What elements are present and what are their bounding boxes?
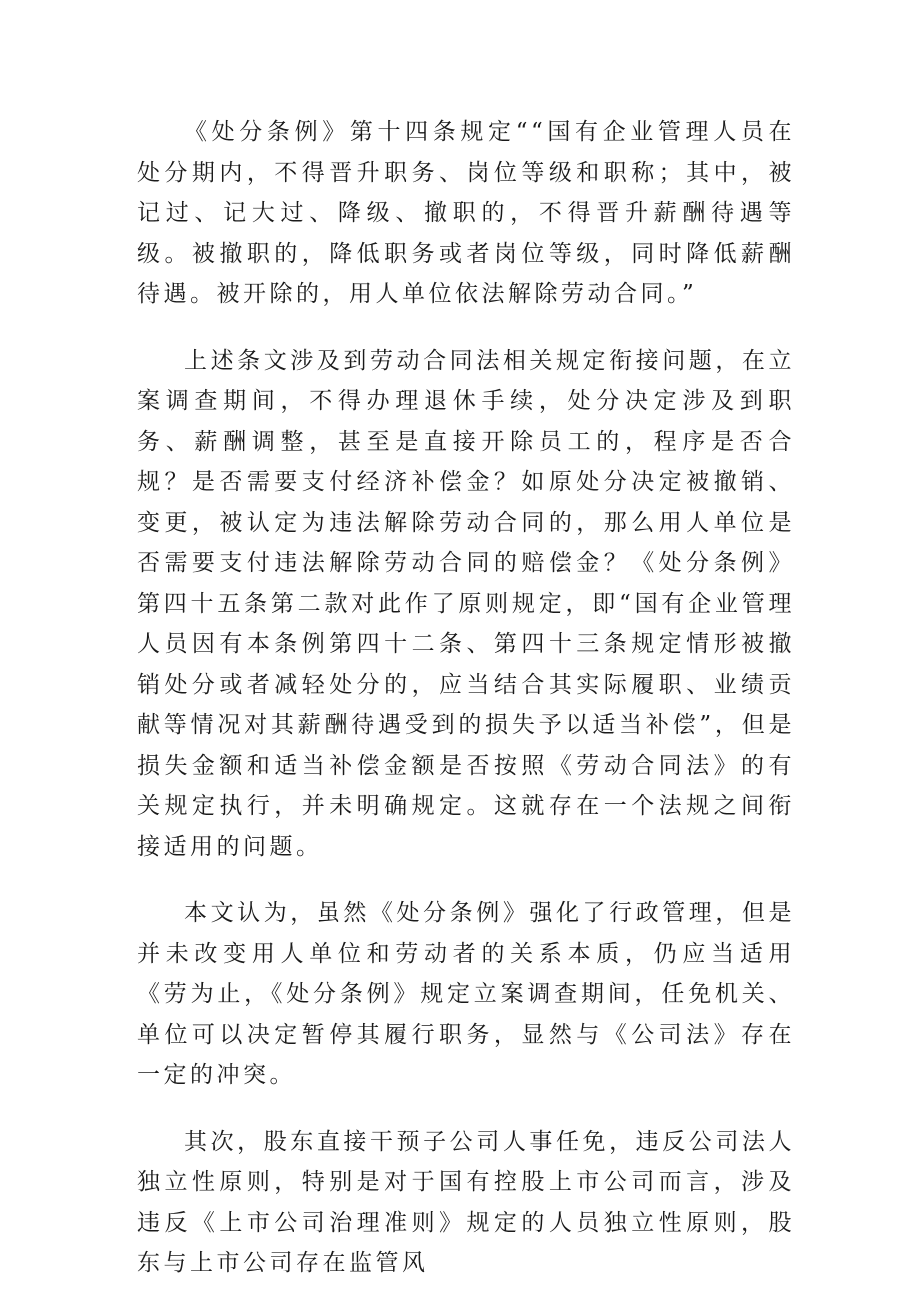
document-body [137,112,795,1310]
paragraph-2: 上述条文涉及到劳动合同法相关规定衔接问题，在立案调查期间，不得办理退休手续，处分决定涉及到职务、薪酬调整，甚至是直接开除员工的，程序是否合规？是否需要支付经济补偿金？如原处分决定被撤销、变更，被认定为违法解除劳动合同的，那么用人单位是否需要支付违法解除劳动合同的赔偿金？《处分条例》第四十五条第二款对此作了原则规定，即“国有企业管理人员因有本条例第四十二条、第四十三条规定情形被撤销处分或者减轻处分的，应当结合其实际履职、业绩贡献等情况对其薪酬待遇受到的损失予以适当补偿”，但是损失金额和适当补偿金额是否按照《劳动合同法》的有关规定执行，并未明确规定。这就存在一个法规之间衔接适用的问题。 [137,347,795,860]
paragraph-1: 《处分条例》第十四条规定““国有企业管理人员在处分期内，不得晋升职务、岗位等级和职称；其中，被记过、记大过、降级、撤职的，不得晋升薪酬待遇等级。被撤职的，降低职务或者岗位等级，同时降低薪酬待遇。被开除的，用人单位依法解除劳动合同。” [137,119,795,307]
paragraph-3: 本文认为，虽然《处分条例》强化了行政管理，但是并未改变用人单位和劳动者的关系本质，仍应当适用《劳为止，《处分条例》规定立案调查期间，任免机关、单位可以决定暂停其履行职务，显然与《公司法》存在一定的冲突。 [137,900,795,1088]
paragraph-4: 其次，股东直接干预子公司人事任免，违反公司法人独立性原则，特别是对于国有控股上市公司而言，涉及违反《上市公司治理准则》规定的人员独立性原则，股东与上市公司存在监管风 [137,1128,795,1276]
